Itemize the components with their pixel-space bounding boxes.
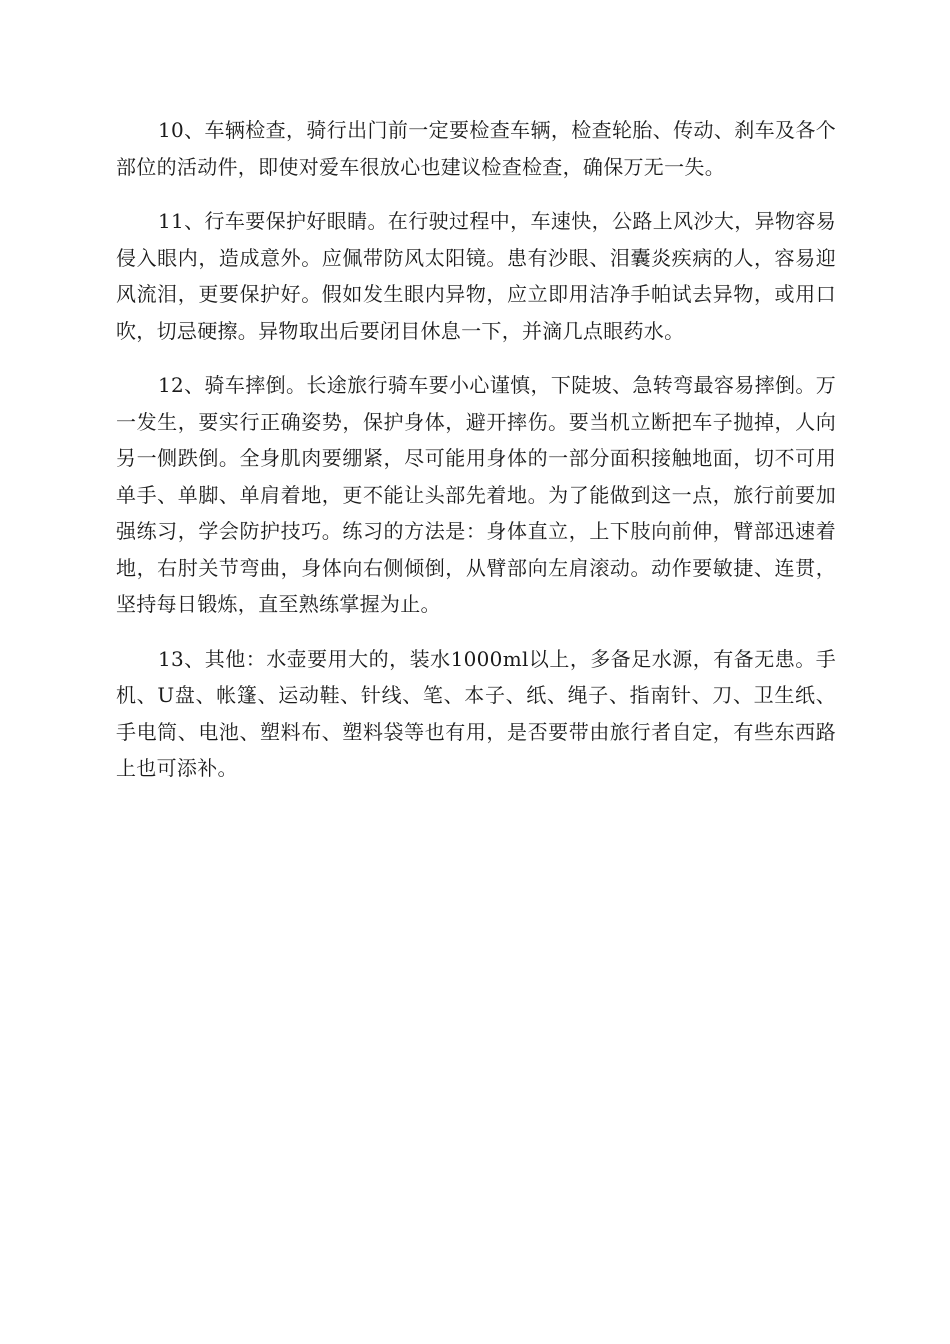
paragraph-vehicle-check: 10、车辆检查，骑行出门前一定要检查车辆，检查轮胎、传动、刹车及各个部位的活动件，即使对爱车很放心也建议检查检查，确保万无一失。 <box>116 118 836 179</box>
paragraph-eye-protection: 11、行车要保护好眼睛。在行驶过程中，车速快，公路上风沙大，异物容易侵入眼内，造成意外。应佩带防风太阳镜。患有沙眼、泪囊炎疾病的人，容易迎风流泪，更要保护好。假如发生眼内异物，应立即用洁净手帕试去异物，或用口吹，切忌硬擦。异物取出后要闭目休息一下，并滴几点眼药水。 <box>116 209 836 343</box>
paragraph-other-supplies: 13、其他：水壶要用大的，装水1000ml以上，多备足水源，有备无患。手机、U盘、帐篷、运动鞋、针线、笔、本子、纸、绳子、指南针、刀、卫生纸、手电筒、电池、塑料布、塑料袋等也有用，是否要带由旅行者自定，有些东西路上也可添补。 <box>116 646 836 780</box>
paragraph-falling: 12、骑车摔倒。长途旅行骑车要小心谨慎，下陡坡、急转弯最容易摔倒。万一发生，要实行正确姿势，保护身体，避开摔伤。要当机立断把车子抛掉，人向另一侧跌倒。全身肌肉要绷紧，尽可能用身体的一部分面积接触地面，切不可用单手、单脚、单肩着地，更不能让头部先着地。为了能做到这一点，旅行前要加强练习，学会防护技巧。练习的方法是：身体直立，上下肢向前伸，臂部迅速着地，右肘关节弯曲，身体向右侧倾倒，从臂部向左肩滚动。动作要敏捷、连贯，坚持每日锻炼，直至熟练掌握为止。 <box>116 373 836 616</box>
document-body <box>116 112 836 805</box>
